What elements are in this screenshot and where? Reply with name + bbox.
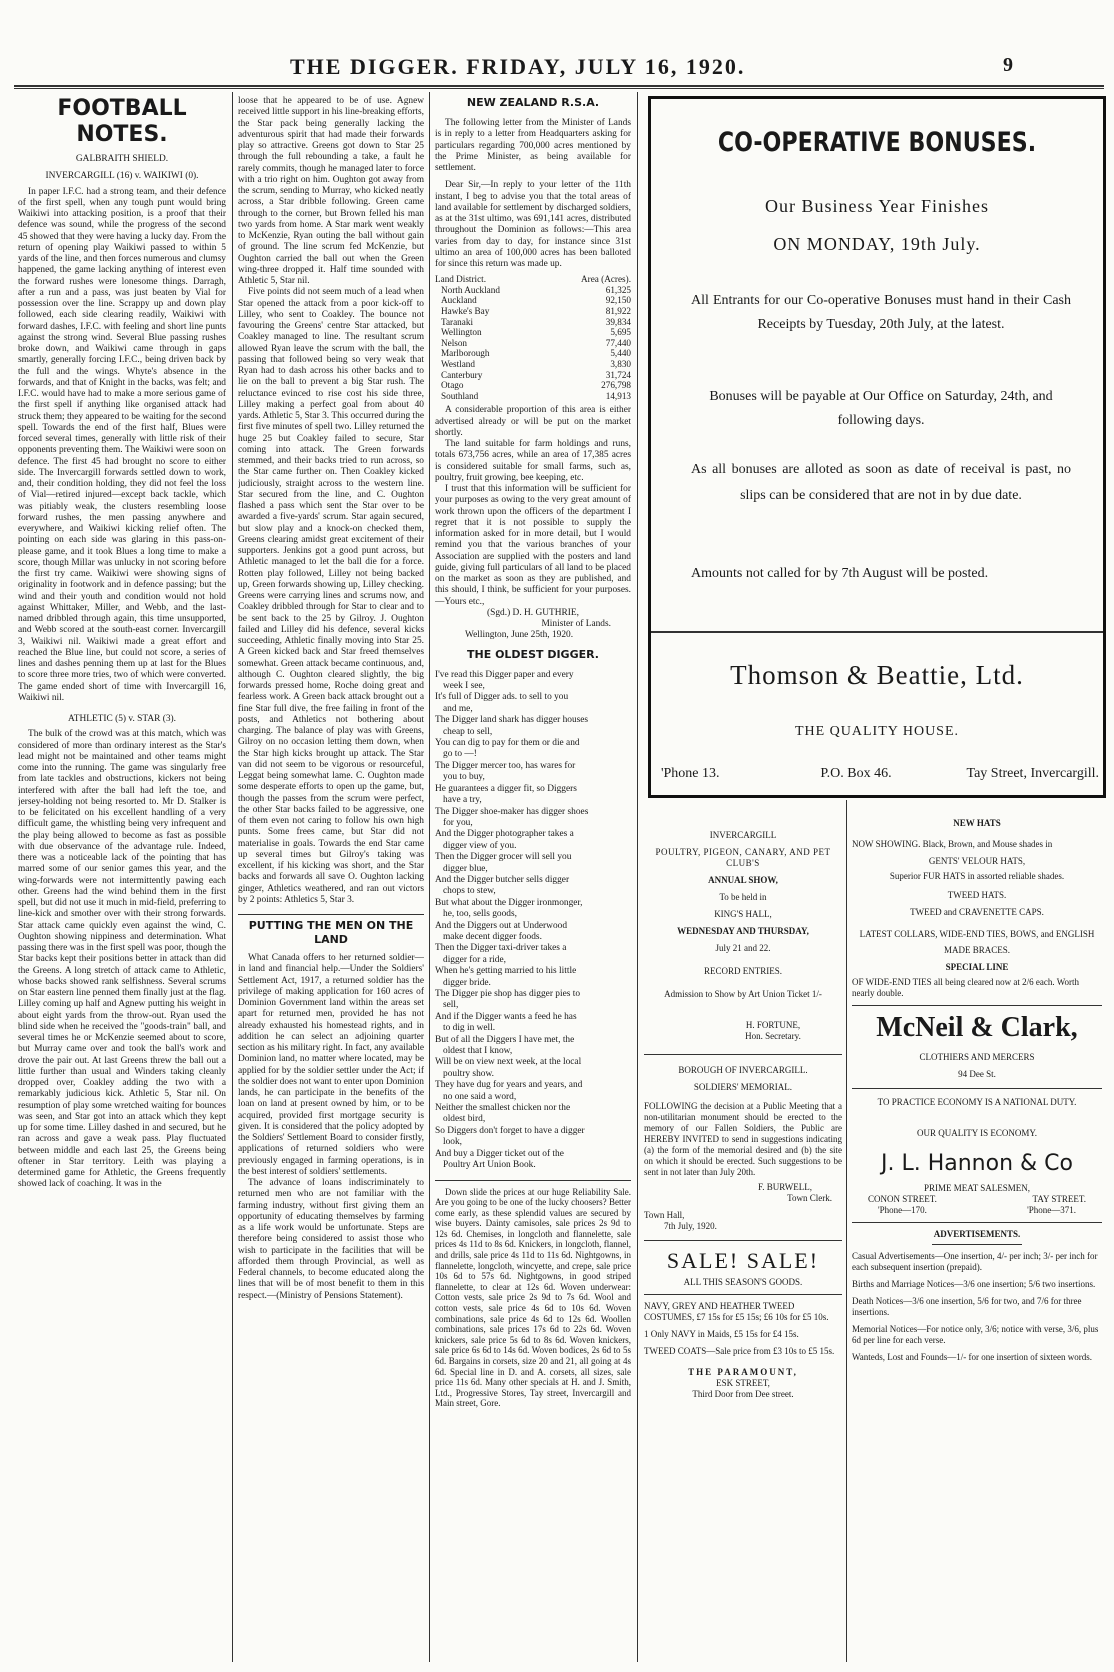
- coop-divider: [651, 631, 1103, 633]
- table-row: [435, 359, 631, 370]
- sale-title: SALE! SALE!: [666, 1248, 820, 1273]
- poultry-admission: Admission to Show by Art Union Ticket 1/-: [664, 989, 822, 999]
- table-row: [435, 327, 631, 338]
- sale-item-1: NAVY, GREY AND HEATHER TWEED COSTUMES, £7 15s for £5 15s; £6 10s for £5 10s.: [644, 1301, 829, 1322]
- table-row: [435, 380, 631, 391]
- poem-line: The Digger shoe-maker has digger shoes: [435, 806, 589, 817]
- table-cell-district: Westland: [441, 359, 475, 369]
- ads-memorial: Memorial Notices—For notice only, 3/6; notice with verse, 3/6, plus 6d per line for each verse.: [852, 1324, 1099, 1345]
- poem-line: go to —!: [443, 749, 477, 760]
- poultry-held: To be held in: [719, 892, 767, 902]
- poem-line: And the Digger photographer takes a: [435, 829, 574, 840]
- poem-line: for you,: [443, 817, 473, 828]
- table-cell-area: 81,922: [605, 306, 631, 317]
- coop-title: CO-OPERATIVE BONUSES.: [717, 127, 1037, 158]
- hannon-quality: OUR QUALITY IS ECONOMY.: [916, 1128, 1037, 1138]
- hannon-phone-2: 'Phone—371.: [1027, 1205, 1076, 1215]
- thomson-beattie-po-box: P.O. Box 46.: [820, 766, 892, 781]
- football-column: [18, 96, 226, 1666]
- section-rule: [852, 1088, 1102, 1089]
- poultry-place: INVERCARGILL: [709, 830, 777, 840]
- poem-line: sell,: [443, 1000, 459, 1011]
- thomson-beattie-phone: 'Phone 13.: [661, 766, 720, 781]
- rsa-body-2: A considerable proportion of this area is either advertised already or will be put on the market shortly.: [435, 405, 631, 438]
- hats-title: NEW HATS: [953, 818, 1001, 828]
- column-divider: [637, 92, 638, 1662]
- table-cell-district: Nelson: [441, 337, 468, 348]
- poem-line: oldest bird,: [443, 1114, 486, 1125]
- poem-line: But of all the Diggers I have met, the: [435, 1034, 575, 1045]
- table-cell-district: Southland: [441, 390, 479, 401]
- thomson-beattie-address: Tay Street, Invercargill.: [966, 766, 1099, 781]
- poem-line: oldest that I know,: [443, 1046, 513, 1057]
- table-header-row: [435, 274, 631, 285]
- football-report-continued: loose that he appeared to be of use. Agnew received little support in his line-breaking efforts, the Star pack being generally lacking the adventurous spirit that had made their forwards play so attractive. Greens got down to Star 25 through the full rebounding a take, a fault he rarely commits, though he managed later to force with a trio right on him. Oughton got away from the scrum, sending to Murray, who kicked neatly across, a Star dribble following. Green came through to the corner, but Brown felled his man two yards from home. A Star mark went weakly to McKenzie, Ryan outing the ball without gain of ground. The line scrum fed McKenzie, but Oughton carried the ball out when the Green wing-three dropped it. Half time sounded with Athletic 5, Star nil.: [238, 96, 424, 286]
- land-heading: PUTTING THE MEN ON THE LAND: [248, 919, 414, 946]
- table-cell-district: Otago: [441, 380, 464, 391]
- table-cell-district: North Auckland: [441, 284, 500, 295]
- masthead: [0, 54, 1114, 84]
- rsa-signature: (Sgd.) D. H. GUTHRIE,: [487, 607, 579, 618]
- football-report-spell-two: Five points did not seem much of a lead when Star opened the attack from a poor kick-off to Lilley, who sent to Coakley. The bounce not favouring the Greens' centre Star attacked, but Coakley managed to line. The resultant scrum allowed Ryan leave the scrum with the ball, the passing that followed being so very weak that Ryan had to dash across his other backs and to lie on the ball to prevent a big Star rush. The reluctance evinced to rise cost his side three, Lilley making a perfect goal from about 40 yards. Athletic 5, Star 3. This occurred during the first five minutes of spell two. Lilley returned the huge 25 but Coakley failed to secure, Star coming into attack. The Green forwards stemmed, and their backs tried to run across, so the Star came further on. Then Coakley kicked judiciously, straight across to the western line. Star secured from the line, and C. Oughton flashed a pass which sent the Star over to be awarded a five-yards' scrum. Star again secured, but slow play and a knock-on checked them, Greens clearing amidst great excitement of their supporters. Jenkins got a good punt across, but Athletic managed to let the ball die for a force. Rotten play followed, Lilley not being backed up, Green forwards showing up, Lilley checking. Greens were carrying lines and scrums now, and Coakley dribbled through for Star to clear and to be sent back to the 25 by Gilroy. J. Oughton failed and Lilley did his defence, several kicks succeeding, Athletic finally moving into Star 25. A Green kicked back and Star freed themselves somewhat. Green attack became continuous, and, although C. Oughton cleared slightly, the big forwards pressed home, Roche doing great and fearless work. A Green back attack brought out a fine Star full dive, the free failing in front of the posts, and Athletics not bothering about charging. The balance of play was with Greens, Gilroy on no occasion letting them down, when the Star high kicks brought up attack. The Star van did not seem to be vigorous or resourceful, Leggat being somewhat lame. C. Oughton made some desperate efforts to open up the game, but, though the passes from the scrum were perfect, the other Star backs failed to be aggressive, one of them even not caring to follow his own high punts. Some frees came, but Star did not materialise in goals. Towards the end Star came up several times but Gilroy's taking was excellent, if his kicking was short, and the Star backs and forwards all save O. Oughton lacking ginger, Athletics weathered, and ran out victors by 2 points: Athletics 5, Star 3.: [238, 287, 424, 905]
- hannon-phone-1: 'Phone—170.: [878, 1205, 927, 1215]
- borough-signature: F. BURWELL,: [757, 1182, 812, 1192]
- poem-line: The Digger pie shop has digger pies to: [435, 989, 581, 999]
- poem-line: you to buy,: [443, 772, 485, 783]
- table-cell-district: Taranaki: [441, 316, 474, 327]
- paramount-door: Third Door from Dee street.: [692, 1389, 794, 1399]
- table-cell-district: Canterbury: [441, 369, 483, 380]
- rsa-body-3: The land suitable for farm holdings and runs, totals 673,756 acres, while an area of 17,385 acres is considered suitable for small farms, such as, poultry, fruit growing, bee keeping, etc.: [435, 439, 631, 483]
- table-cell-area: 5,695: [610, 327, 631, 338]
- table-cell-area: 5,440: [610, 348, 631, 359]
- ads-wanted: Wanteds, Lost and Founds—1/- for one insertion of sixteen words.: [852, 1352, 1092, 1362]
- poem-line: I've read this Digger paper and every: [435, 669, 574, 680]
- poem-line: look,: [443, 1137, 463, 1148]
- poem-line: digger blue,: [443, 863, 488, 874]
- borough-title: BOROUGH OF INVERCARGILL.: [678, 1065, 808, 1075]
- thomson-beattie-name: Thomson & Beattie, Ltd.: [730, 660, 1024, 690]
- poem-line: Poultry Art Union Book.: [443, 1160, 536, 1171]
- match-athletic-star: ATHLETIC (5) v. STAR (3).: [68, 714, 176, 724]
- borough-subtitle: SOLDIERS' MEMORIAL.: [693, 1082, 793, 1092]
- hats-showing: NOW SHOWING. Black, Brown, and Mouse shades in: [852, 839, 1053, 849]
- land-district-table: [435, 274, 631, 401]
- coop-line-2: ON MONDAY, 19th July.: [773, 234, 981, 254]
- masthead-rule: [14, 85, 1104, 87]
- poem-line: to dig in well.: [443, 1023, 496, 1034]
- table-row: [435, 370, 631, 381]
- table-cell-area: 61,325: [605, 284, 631, 295]
- borough-signature-title: Town Clerk.: [787, 1193, 832, 1203]
- rsa-signature-title: Minister of Lands.: [541, 619, 611, 630]
- poem-line: So Diggers don't forget to have a digger: [435, 1125, 585, 1136]
- poem-line: digger view of you.: [443, 840, 517, 851]
- hats-caps: TWEED and CRAVENETTE CAPS.: [910, 907, 1044, 917]
- poem-line: The Digger mercer too, has wares for: [435, 760, 576, 771]
- poem-line: digger bride.: [443, 977, 491, 988]
- rsa-body-4: I trust that this information will be sufficient for your purposes as owing to the very great amount of work thrown upon the officers of the department I regret that it is not possible to supply the information asked for in more detail, but I would remind you that the various branches of your Association are supplied with the posters and land guide, giving full particulars of all land to be placed on the market as soon as they are published, and this should, I think, be sufficient for your purposes.—Yours etc.,: [435, 484, 631, 607]
- hannon-street-2: TAY STREET.: [1032, 1194, 1086, 1204]
- hats-fur: Superior FUR HATS in assorted reliable shades.: [889, 871, 1065, 881]
- coop-para-3: As all bonuses are alloted as soon as date of receival is past, no slips can be considered that are not in by due date.: [691, 462, 1071, 503]
- sale-subtitle: ALL THIS SEASON'S GOODS.: [683, 1277, 803, 1287]
- section-rule: [435, 1180, 631, 1181]
- thomson-beattie-tagline: THE QUALITY HOUSE.: [794, 724, 960, 739]
- column-divider: [429, 92, 430, 1662]
- poultry-hall: KING'S HALL,: [714, 909, 772, 919]
- hannon-trade: PRIME MEAT SALESMEN,: [923, 1183, 1031, 1193]
- poem-line: have a try,: [443, 795, 482, 806]
- reliability-sale-ad: Down slide the prices at our huge Reliability Sale. Are you going to be one of the lucky choosers? Better come early, as these splendid values are secured by wise buyers. Dainty camisoles, sale prices 2s 9d to 12s 6d. Chemises, in longcloth and flannelette, sale prices 4s 11d to 8s 6d. Knickers, in longcloth, flannel, and drills, sale price 4s 11d to 11s 6d. Nightgowns, in flannelette, longcloth, wincyette, and crepe, sale price 10s 6d to 57s 6d. Nightgowns, in good striped flannelette, to clear at 12s 6d. Woven underwear: Cotton vests, sale price 2s 9d to 7s 6d. Wool and cotton vests, sale price 4s 6d to 10s 6d. Woven combinations, sale price 4s 6d to 12s 6d. Woollen combinations, sale prices 17s 6d to 22s 6d. Woven knickers, sale price 5s 6d to 8s 6d. Woven knickers, sale price 6s 6d to 14s 6d. Woven bodices, 2s 6d to 5s 6d. Bargains in corsets, size 20 and 21, all going at 4s 6d. Special line in D. and A. corsets, all sizes, sale price 11s 6d. Many other specials at H. and J. Smith, Ltd., Progressive Stores, Tay street, Invercargill and Main street, Gore.: [435, 1186, 631, 1409]
- borough-notice: FOLLOWING the decision at a Public Meeting that a non-utilitarian monument should be erected to the memory of our Fallen Soldiers, the Public are HEREBY INVITED to send in suggestions indicating (a) the form of the memorial desired and (b) the site on which it should be erected. Such suggestions to be sent in not later than July 20th.: [644, 1101, 842, 1177]
- football-heading: FOOTBALL NOTES.: [57, 96, 187, 147]
- poem-line: It's full of Digger ads. to sell to you: [435, 692, 569, 703]
- table-cell-area: 92,150: [605, 295, 631, 306]
- table-cell-area: 14,913: [605, 390, 631, 401]
- table-cell-district: Hawke's Bay: [441, 306, 490, 317]
- table-cell-area: 276,798: [601, 380, 631, 391]
- borough-place: Town Hall,: [644, 1210, 685, 1220]
- section-rule: [852, 1005, 1102, 1006]
- poem-line: no one said a word,: [443, 1091, 517, 1102]
- poem-line: Then the Digger taxi-driver takes a: [435, 943, 567, 954]
- mcneil-clark-address: 94 Dee St.: [958, 1069, 996, 1079]
- poem-line: poultry show.: [443, 1068, 494, 1079]
- poultry-secretary: H. FORTUNE,: [745, 1020, 801, 1030]
- column-divider: [232, 92, 233, 1662]
- page-number: 9: [1003, 54, 1013, 76]
- table-cell-area: 77,440: [605, 337, 631, 348]
- paramount-street: ESK STREET,: [716, 1378, 770, 1388]
- poem-line: and me,: [443, 703, 473, 714]
- rsa-date: Wellington, June 25th, 1920.: [465, 630, 574, 641]
- poem-line: Will be on view next week, at the local: [435, 1057, 582, 1068]
- poultry-record-entries: RECORD ENTRIES.: [703, 966, 782, 976]
- column-divider: [846, 800, 847, 1662]
- advertisements-title: ADVERTISEMENTS.: [933, 1229, 1021, 1239]
- column-four-lower: [644, 830, 842, 1660]
- borough-date: 7th July, 1920.: [664, 1221, 717, 1231]
- coop-para-2: Bonuses will be payable at Our Office on Saturday, 24th, and following days.: [709, 389, 1053, 428]
- hats-collars: LATEST COLLARS, WIDE-END TIES, BOWS, and ENGLISH MADE BRACES.: [859, 929, 1095, 955]
- hannon-streets: [852, 1194, 1102, 1205]
- coop-para-4: Amounts not called for by 7th August will be posted.: [691, 566, 989, 581]
- mcneil-clark-trade: CLOTHIERS AND MERCERS: [919, 1052, 1035, 1062]
- poem-line: cheap to sell,: [443, 726, 493, 737]
- poem-line: You can dig to pay for them or die and: [435, 738, 580, 749]
- section-rule: [238, 914, 424, 915]
- poem-line: Then the Digger grocer will sell you: [435, 852, 572, 863]
- galbraith-subheading: GALBRAITH SHIELD.: [75, 154, 169, 164]
- hats-tweed: TWEED HATS.: [947, 890, 1007, 900]
- poem-line: And the Digger butcher sells digger: [435, 874, 570, 885]
- hannon-name: J. L. Hannon & Co: [881, 1151, 1073, 1176]
- table-cell-district: Wellington: [441, 327, 482, 338]
- mcneil-clark-name: McNeil & Clark,: [876, 1012, 1078, 1043]
- ads-death: Death Notices—3/6 one insertion, 5/6 for two, and 7/6 for three insertions.: [852, 1296, 1082, 1317]
- poem-line: digger for a ride,: [443, 954, 506, 965]
- poem-line: And buy a Digger ticket out of the: [435, 1148, 564, 1159]
- hannon-economy: TO PRACTICE ECONOMY IS A NATIONAL DUTY.: [877, 1097, 1077, 1107]
- oldest-digger-heading: THE OLDEST DIGGER.: [467, 647, 599, 661]
- land-article-1: What Canada offers to her returned soldier—in land and financial help.—Under the Soldiers' Settlement Act, 1917, a returned soldier has the privilege of making application for 160 acres of Dominion Government land within the areas set apart for returned men, provided he has not already exhausted his homestead rights, and in addition he can select an adjoining quarter section as his military right. In fact, any available Dominion land, no matter where located, may be applied for by the soldier settler under the Act; if the soldier does not want to enter upon Dominion lands, he can participate in the benefits of the loan on land at present owned by him, or to be acquired, provided first mortgage security is given. It is considered that the policy adopted by the Soldiers' Settlement Board to consider firstly, applications of returned soldiers who were previously engaged in farming operations, is in the best interest of soldiers' settlements.: [238, 953, 424, 1177]
- column-two: [238, 96, 424, 1666]
- table-row: [435, 391, 631, 402]
- section-rule: [932, 1244, 1022, 1245]
- land-article-2: The advance of loans indiscriminately to returned men who are not familiar with the farming industry, without first giving them an opportunity of educating themselves by farming as a life work would be unfortunate. Steps are therefore being considered to assist those who wish to participate in the facilities that will be afforded them through Provincial, as well as Federal channels, to become educated along the lines that will be of most benefit to them in this respect.—(Ministry of Pensions Statement).: [238, 1178, 424, 1301]
- poultry-event: ANNUAL SHOW,: [708, 875, 778, 885]
- poem-line: chops to stew,: [443, 886, 496, 897]
- poultry-days: WEDNESDAY AND THURSDAY,: [677, 926, 809, 936]
- table-row: [435, 338, 631, 349]
- section-rule: [852, 1222, 1102, 1223]
- table-row: [435, 317, 631, 328]
- table-row: [435, 285, 631, 296]
- rsa-heading: NEW ZEALAND R.S.A.: [466, 96, 600, 109]
- table-cell-district: Marlborough: [441, 348, 490, 359]
- sale-item-3: TWEED COATS—Sale price from £3 10s to £5 15s.: [644, 1346, 835, 1356]
- coop-line-1: Our Business Year Finishes: [764, 196, 990, 216]
- poultry-secretary-title: Hon. Secretary.: [745, 1031, 801, 1041]
- sale-item-2: 1 Only NAVY in Maids, £5 15s for £4 15s.: [644, 1329, 799, 1339]
- column-five-lower: [852, 818, 1102, 1660]
- poem-line: They have dug for years and years, and: [435, 1080, 583, 1091]
- paramount-name: THE PARAMOUNT,: [688, 1367, 798, 1377]
- table-header-area: Area (Acres).: [581, 274, 631, 285]
- table-header-district: Land District.: [435, 274, 487, 285]
- section-rule: [644, 1240, 842, 1241]
- table-cell-district: Auckland: [441, 295, 477, 306]
- poem-line: And the Diggers out at Underwood: [435, 920, 568, 931]
- section-rule: [644, 1054, 842, 1055]
- poem-line: When he's getting married to his little: [435, 966, 577, 977]
- poem-line: And if the Digger wants a feed he has: [435, 1011, 577, 1022]
- hannon-street-1: CONON STREET.: [868, 1194, 937, 1204]
- poem-line: But what about the Digger ironmonger,: [435, 897, 583, 908]
- table-cell-area: 31,724: [605, 369, 631, 380]
- poem-line: he, too, sells goods,: [443, 909, 517, 920]
- poem-line: week I see,: [443, 681, 485, 692]
- hats-special-line: SPECIAL LINE: [945, 962, 1009, 972]
- poem-line: Neither the smallest chicken nor the: [435, 1103, 571, 1114]
- cooperative-bonuses-advert: [648, 96, 1106, 798]
- poultry-dates: July 21 and 22.: [715, 943, 771, 953]
- ads-births: Births and Marriage Notices—3/6 one insertion; 5/6 two insertions.: [852, 1279, 1096, 1289]
- poem-line: make decent digger foods.: [443, 931, 542, 942]
- poem-line: The Digger land shark has digger houses: [435, 715, 589, 726]
- oldest-digger-poem: [435, 670, 631, 1172]
- rsa-letter: Dear Sir,—In reply to your letter of the 11th instant, I beg to advise you that the total areas of land available for settlement by discharged soldiers, as at the 31st ultimo, was 691,141 acres, distributed throughout the Dominion as follows:—This area varies from day to day, for instance since 31st ultimo an area of 100,000 acres has been balloted for since this return was made up.: [435, 180, 631, 269]
- poultry-organisation: POULTRY, PIGEON, CANARY, AND PET CLUB'S: [655, 847, 831, 868]
- table-row: [435, 295, 631, 306]
- football-report-1: In paper I.F.C. had a strong team, and their defence of the first spell, when any tough punt would bring Waikiwi into attacking position, is a proof that their defence was sound, while the progress of the second 45 showed that they were having a lucky day. From the return of opening play Waikiwi passed to within 5 yards of the line, and then forces numerous and clumsy happened, the game lacking anything of interest even the forward rushes were lonesome things. Darragh, after a run and a pass, was just beaten by Vial for possession over the line. Scrappy up and down play followed, each side clearing readily, Waikiwi with forward dashes, I.F.C. with feeling and short line punts against the strong wind. Several Blue passing rushes broke down, and Waikiwi came through in gaps smartly, generally forcing I.F.C., being driven back by the full and the wings. Whyte's absence in the forwards, and that of Knight in the backs, was felt; and I.F.C. would have had to make a more serious game of the first spell if anything like organised attack had struck them; they appeared to be waiting for the second spell. Towards the end of the first half, Blues were forced several times, generally with little risk of their opponents preventing them. The Waikiwi were soon on defence. The first 45 had brought no score to either side. The Invercargill forwards settled down to work, and, their condition holding, they did not feel the loss of Vial—retired injured—except back tackle, which was pitiably weak, the clusters resembling loose forward rushes, the men passing anywhere and everywhere, and Waikiwi kicking relief often. The pointing on each side was glaring in this pass-on-please game, and it took Blues a long time to make a score, though Millar was unlucky in not scoring before the first try came. Waikiwi were showing signs of originality in footwork and in defence passing; but the wind and their youth and condition would not hold against Whittaker, Miller, and Webb, and the last-named dribbled through again, this time unsupported, and Webb scored at the south-east corner. Invercargill 3, Waikiwi nil. Waikiwi made a great effort and reached the Blue line, but could not score, a series of lines and dashes penning them up at last for the Blues to score three more tries, two of which were converted. The game ended short of time with Invercargill 16, Waikiwi nil.: [18, 186, 226, 703]
- football-report-2: The bulk of the crowd was at this match, which was considered of more than ordinary interest as the Star's lead might not be maintained and other teams might come into the running. The game was singularly free from late tackles and obstructions, kickers not being interfered with after the ball had left the toe, and jersey-holding not being resorted to. Mr D. Stalker is to be felicitated on his excellent handling of a very difficult game, the whistling being very infrequent and the play being allowed to become as fast as possible with due observance of the advantage rule. Indeed, there was a noticeable lack of the pointing that has marred some of our senior games this year, and the wing-forwards were not intermittently pawing each other. Greens had the wind behind them in the first spell, but did not use it much in mid-field, preferring to line-kick and smother over with their strong forwards. Star attack came quickly even against the wind, C. Oughton showing nippiness and determination. What passing there was in the first spell was poor, though the Star backs kept their positions better in attack than did the Greens. A long stretch of attack came to Athletic, whose backs showed rank selfishness. Several scrums on Star eastern line penned them finally just at the flag. Lilley coming up half and Agnew putting his weight in about eight yards from the throw-out. Ryan used the blind side when he received the "goods-train" ball, and several times he or McKenzie seemed about to score, but Murray came over and took the ball's work and drove the pair out. At last Greens threw the ball out a little further than usual and Winders taking cleanly dropped over, Coakley adding the two with a remarkably judicious kick. Athletic 5, Star nil. On resumption of play some wretched waiting for bounces was seen, and Star got into an attack which they kept up for some time. Lilley dashed in and secured, but he ran across and gave a weak pass. Play fluctuated between middle and each last 25, the Greens being oftener in Star territory. Leith was playing a determined game for Athletic, the Greens frequently showed lack of coaching. It was in the: [18, 729, 226, 1190]
- table-cell-area: 3,830: [610, 359, 631, 369]
- masthead-title: THE DIGGER. FRIDAY, JULY 16, 1920.: [290, 54, 746, 79]
- rsa-intro: The following letter from the Minister of Lands is in reply to a letter from Headquarters asking for particulars regarding 700,000 acres mentioned by the Prime Minister, as being available for settlement.: [435, 118, 631, 173]
- hats-gents: GENTS' VELOUR HATS,: [928, 856, 1026, 866]
- table-row: [435, 306, 631, 317]
- section-rule: [644, 1294, 842, 1295]
- table-row: [435, 348, 631, 359]
- hats-ties: OF WIDE-END TIES all being cleared now at 2/6 each. Worth nearly double.: [852, 977, 1079, 998]
- hannon-phones: [852, 1205, 1102, 1216]
- column-three: [435, 96, 631, 1666]
- match-invercargill-waikiwi: INVERCARGILL (16) v. WAIKIWI (0).: [45, 171, 199, 182]
- coop-para-1: All Entrants for our Co-operative Bonuses must hand in their Cash Receipts by Tuesday, 20th July, at the latest.: [691, 293, 1071, 332]
- poem-line: He guarantees a digger fit, so Diggers: [435, 783, 577, 794]
- masthead-rule-2: [14, 88, 1104, 89]
- table-cell-area: 39,834: [605, 316, 631, 327]
- ads-casual: Casual Advertisements—One insertion, 4/- per inch; 3/- per inch for each subsequent insertion (prepaid).: [852, 1251, 1098, 1272]
